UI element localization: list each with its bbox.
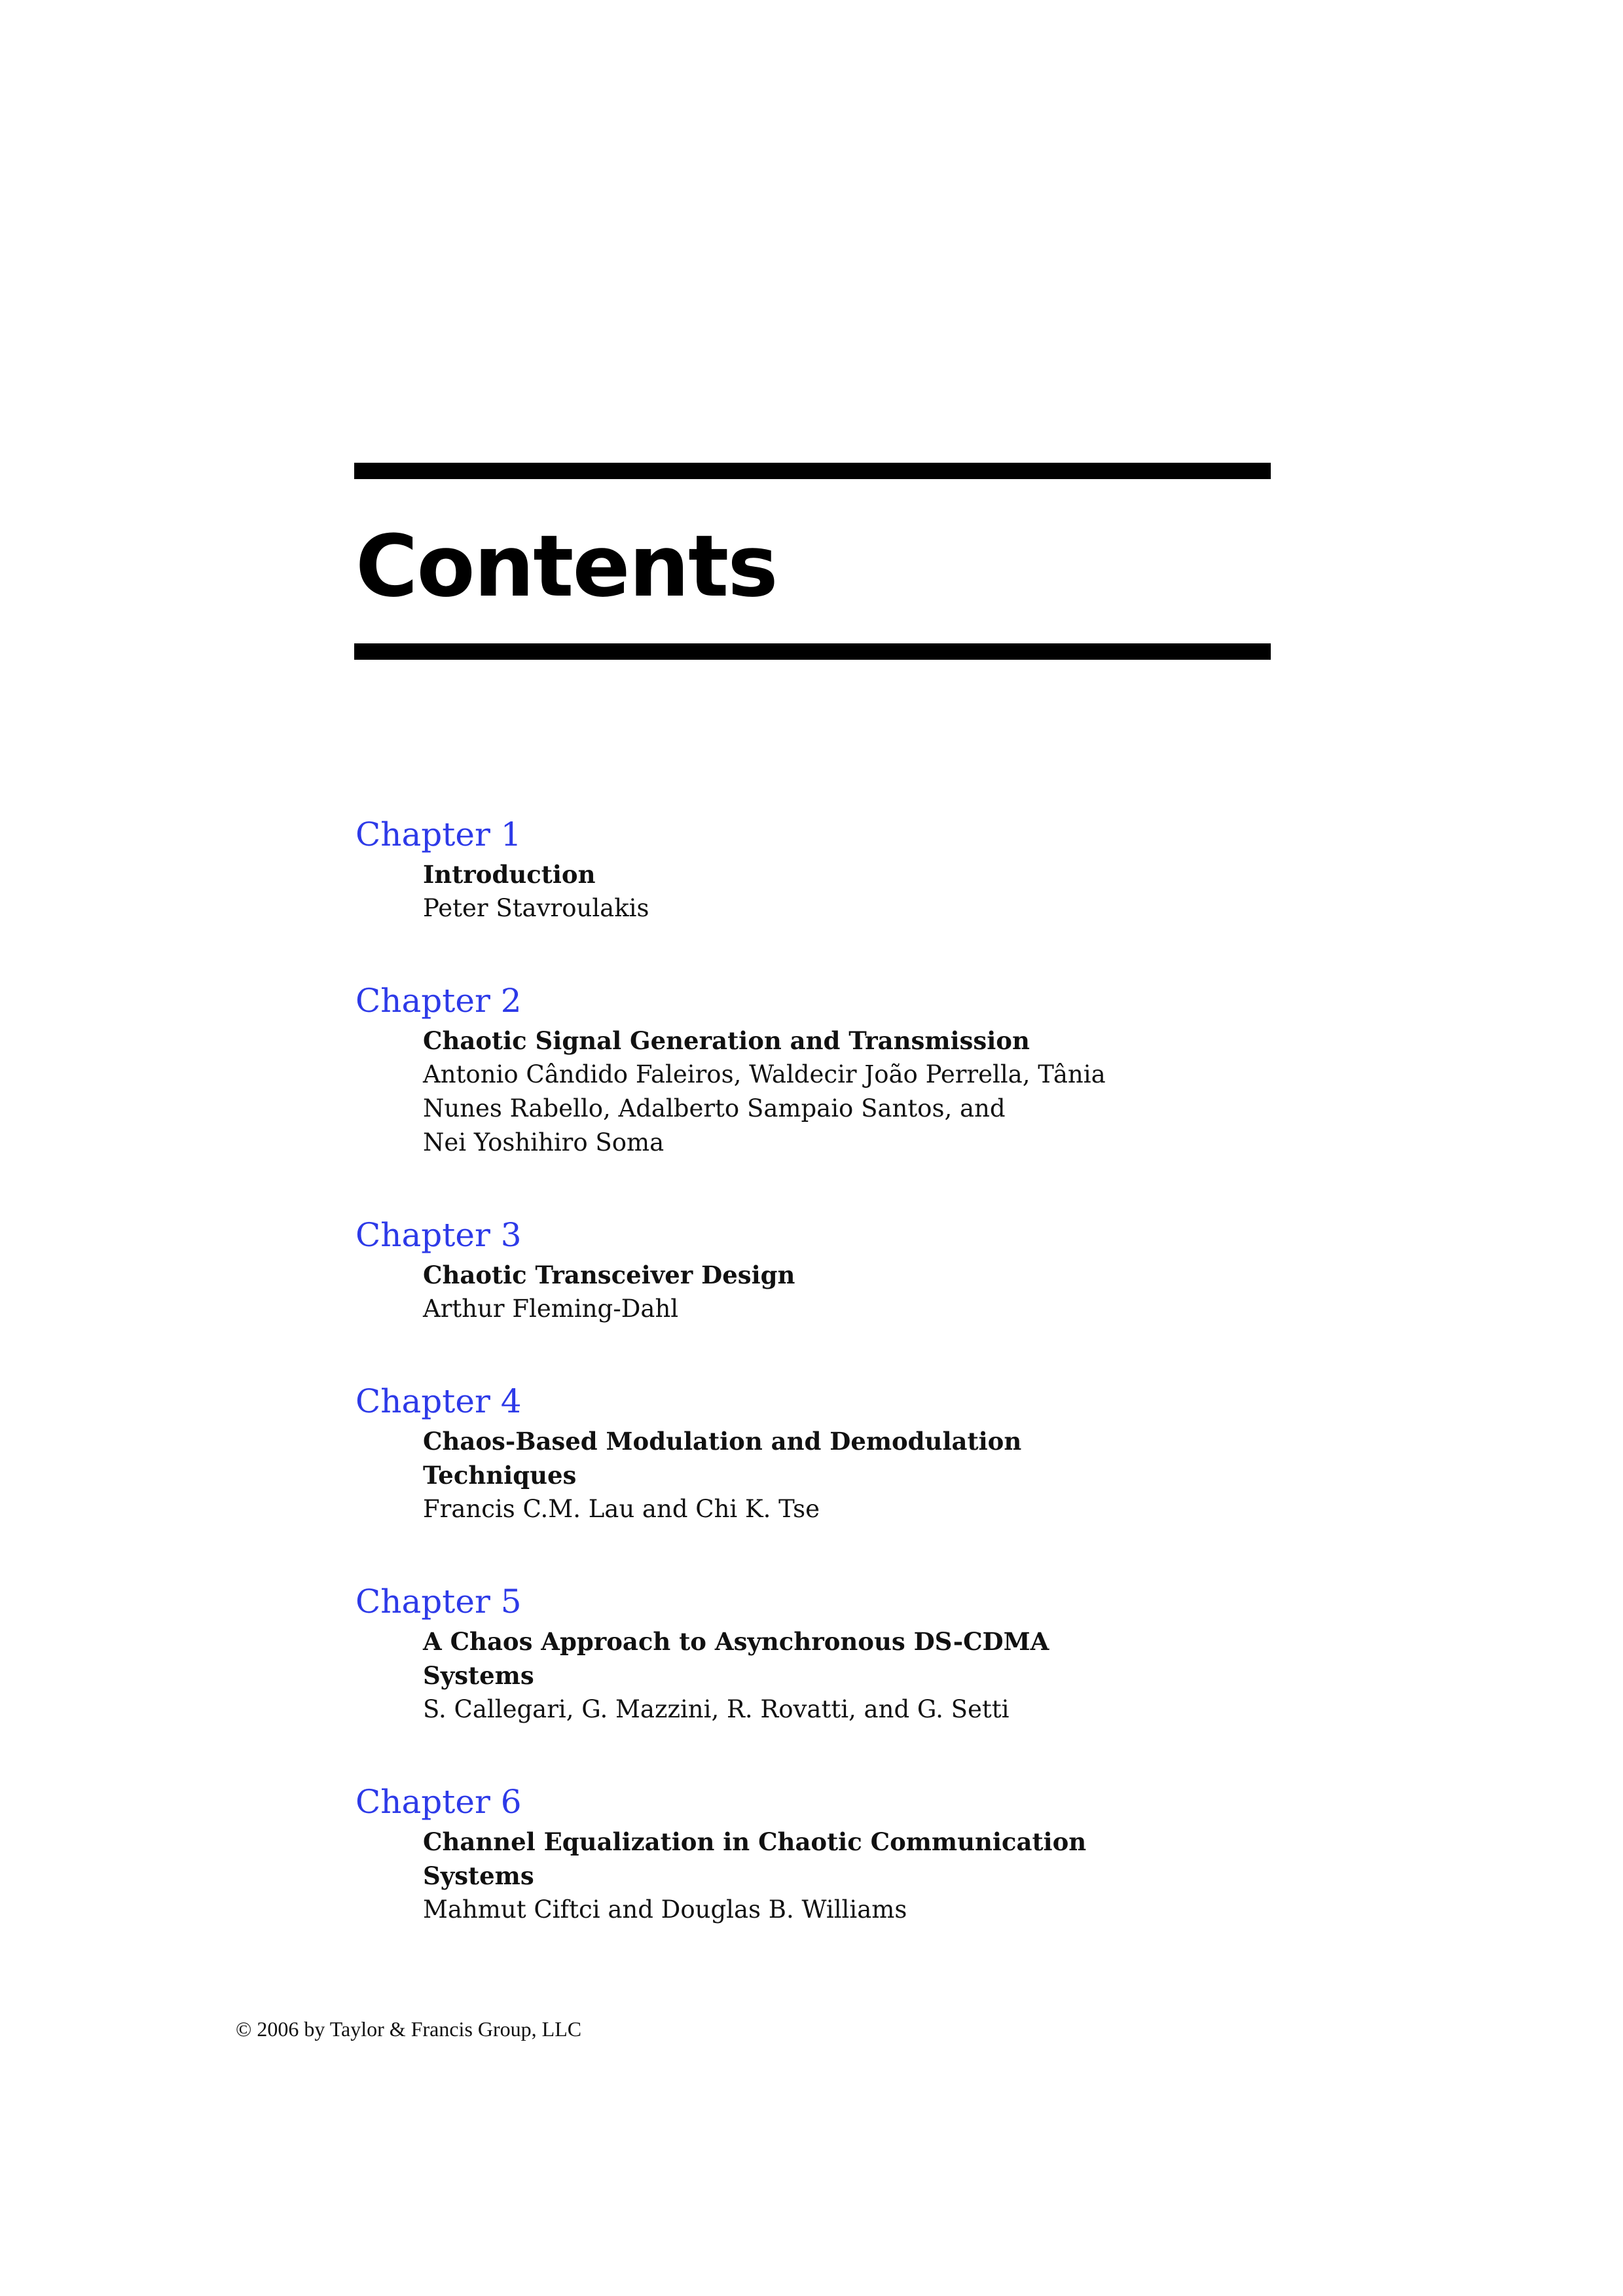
chapter-entry-1 [356,812,1207,925]
chapter-title[interactable]: Chaotic Transceiver Design [423,1261,795,1289]
chapter-authors: Francis C.M. Lau and Chi K. Tse [423,1495,820,1523]
chapter-title[interactable]: Chaos-Based Modulation and Demodulation Techniques [423,1427,1022,1490]
chapter-authors: Antonio Cândido Faleiros, Waldecir João Perrella, Tânia Nunes Rabello, Adalberto Sampaio Santos, and Nei Yoshihiro Soma [423,1060,1106,1157]
chapter-entry-3 [356,1212,1207,1326]
chapter-entry-6 [356,1779,1207,1927]
chapter-title[interactable]: Chaotic Signal Generation and Transmission [423,1026,1030,1055]
chapter-title[interactable]: A Chaos Approach to Asynchronous DS-CDMA Systems [423,1627,1049,1690]
chapter-title[interactable]: Channel Equalization in Chaotic Communication Systems [423,1827,1087,1890]
chapter-authors: Arthur Fleming-Dahl [423,1295,679,1323]
chapter-entry-2 [356,978,1207,1160]
table-of-contents [356,812,1207,1979]
top-rule [354,463,1271,479]
chapter-label[interactable]: Chapter 1 [356,816,522,853]
chapter-label[interactable]: Chapter 3 [356,1216,522,1254]
copyright-notice: © 2006 by Taylor & Francis Group, LLC [236,2017,582,2041]
chapter-authors: S. Callegari, G. Mazzini, R. Rovatti, and G. Setti [423,1695,1010,1723]
chapter-label[interactable]: Chapter 4 [356,1382,522,1420]
chapter-entry-4 [356,1378,1207,1526]
chapter-authors: Mahmut Ciftci and Douglas B. Williams [423,1895,907,1924]
chapter-authors: Peter Stavroulakis [423,894,649,922]
chapter-label[interactable]: Chapter 5 [356,1583,522,1621]
chapter-entry-5 [356,1579,1207,1727]
chapter-title[interactable]: Introduction [423,860,596,889]
page-title: Contents [356,516,777,616]
chapter-label[interactable]: Chapter 6 [356,1783,522,1821]
chapter-label[interactable]: Chapter 2 [356,982,522,1020]
bottom-rule [354,643,1271,660]
